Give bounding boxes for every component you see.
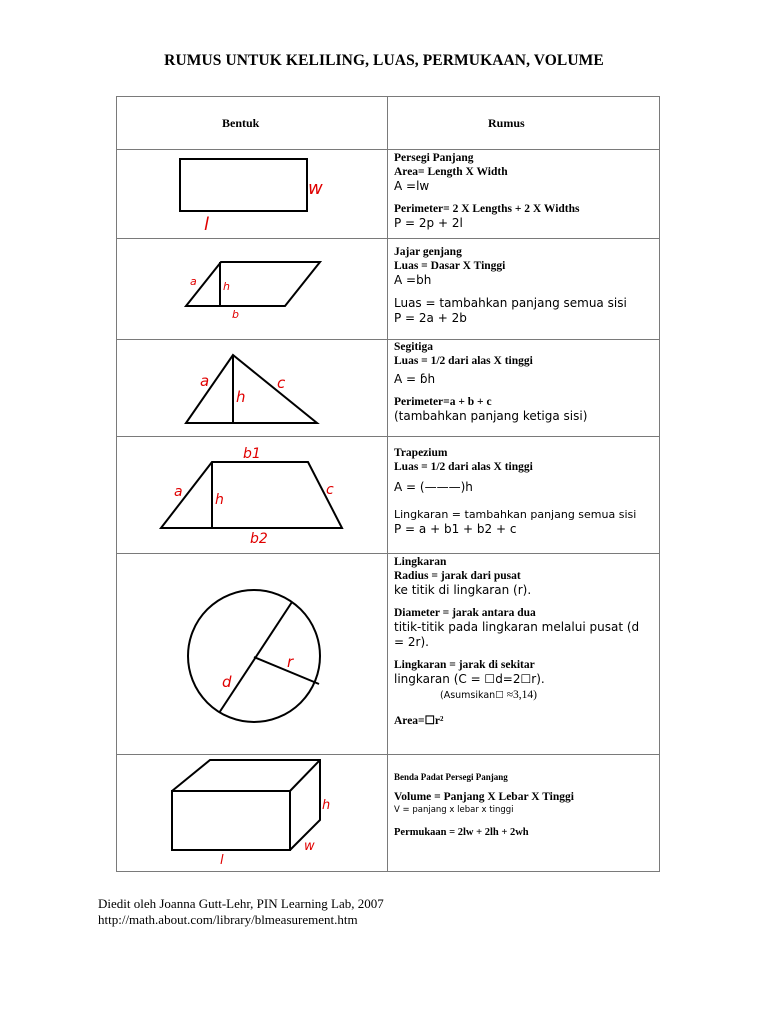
formula-line: P = a + b1 + b2 + c [394,522,517,536]
label-w: w [308,178,323,199]
parallelogram-formulas [394,245,656,326]
footer [98,896,384,928]
formula-line: Diameter = jarak antara dua [394,607,536,619]
formula-line: Luas = 1/2 dari alas X tinggi [394,461,533,473]
formula-line: A =bh [394,273,432,287]
formula-line: lingkaran (C = ☐d=2☐r). [394,672,545,686]
label-d: d [222,673,232,691]
label-w: w [304,839,315,854]
formula-line: (tambahkan panjang ketiga sisi) [394,409,588,423]
label-h: h [236,388,246,406]
triangle-figure [186,355,317,423]
formula-line: P = 2p + 2l [394,216,463,230]
formula-line: titik-titik pada lingkaran melalui pusat (d [394,620,640,634]
formula-line: Area= Length X Width [394,166,508,178]
label-h: h [322,798,331,813]
label-a: a [174,484,183,500]
rectangle-formulas [394,151,656,231]
shape-name: Jajar genjang [394,246,462,258]
footer-credit: Diedit oleh Joanna Gutt-Lehr, PIN Learning Lab, 2007 [98,896,384,911]
formula-line: Perimeter= 2 X Lengths + 2 X Widths [394,203,580,215]
shape-name: Trapezium [394,447,448,459]
label-l: l [204,214,210,235]
label-a: a [200,372,210,390]
label-h: h [215,492,224,508]
trapezoid-formulas [394,446,656,537]
formula-line: A = ɓh [394,372,436,386]
box-formulas [394,772,656,840]
circle-formulas [394,555,656,728]
label-a: a [190,275,197,288]
label-l: l [220,853,224,868]
formula-line: Luas = tambahkan panjang semua sisi [394,296,627,310]
header-shape: Bentuk [222,116,260,130]
formula-line: ke titik di lingkaran (r). [394,583,532,597]
trapezoid-figure [161,446,342,547]
label-b: b [232,308,239,321]
page-title: RUMUS UNTUK KELILING, LUAS, PERMUKAAN, VOLUME [164,52,604,69]
formula-line: Luas = Dasar X Tinggi [394,260,506,272]
label-h: h [223,280,230,293]
shape-name: Lingkaran [394,556,447,568]
formula-line: Luas = 1/2 dari alas X tinggi [394,355,533,367]
formula-line: Volume = Panjang X Lebar X Tinggi [394,791,574,803]
shape-name: Persegi Panjang [394,152,474,164]
formula-line: A =lw [394,179,430,193]
formula-line: Area=☐r² [394,715,444,727]
formula-line: V = panjang x lebar x tinggi [394,805,514,815]
box-figure [172,760,330,868]
label-c: c [277,374,286,392]
shape-name: Benda Padat Persegi Panjang [394,772,508,782]
formula-line: Permukaan = 2lw + 2lh + 2wh [394,827,529,838]
triangle-formulas [394,340,656,424]
formula-line: = 2r). [394,635,429,649]
label-b2: b2 [250,531,268,547]
formula-line: A = (———)h [394,480,473,494]
formula-line: Lingkaran = tambahkan panjang semua sisi [394,508,637,521]
label-r: r [287,653,294,671]
parallelogram-figure [186,262,320,321]
shape-name: Segitiga [394,341,433,353]
footer-url: http://math.about.com/library/blmeasurement.htm [98,912,358,927]
formula-line: P = 2a + 2b [394,311,467,325]
formula-line: Radius = jarak dari pusat [394,570,521,582]
rectangle-figure [180,159,323,235]
pi-assumption: (Asumsikan☐ ≈3,14) [440,689,538,701]
circle-figure [188,590,320,722]
header-formula: Rumus [488,116,525,130]
formula-line: Lingkaran = jarak di sekitar [394,659,535,671]
label-b1: b1 [243,446,261,462]
label-c: c [326,482,334,498]
formula-line: Perimeter=a + b + c [394,396,492,408]
